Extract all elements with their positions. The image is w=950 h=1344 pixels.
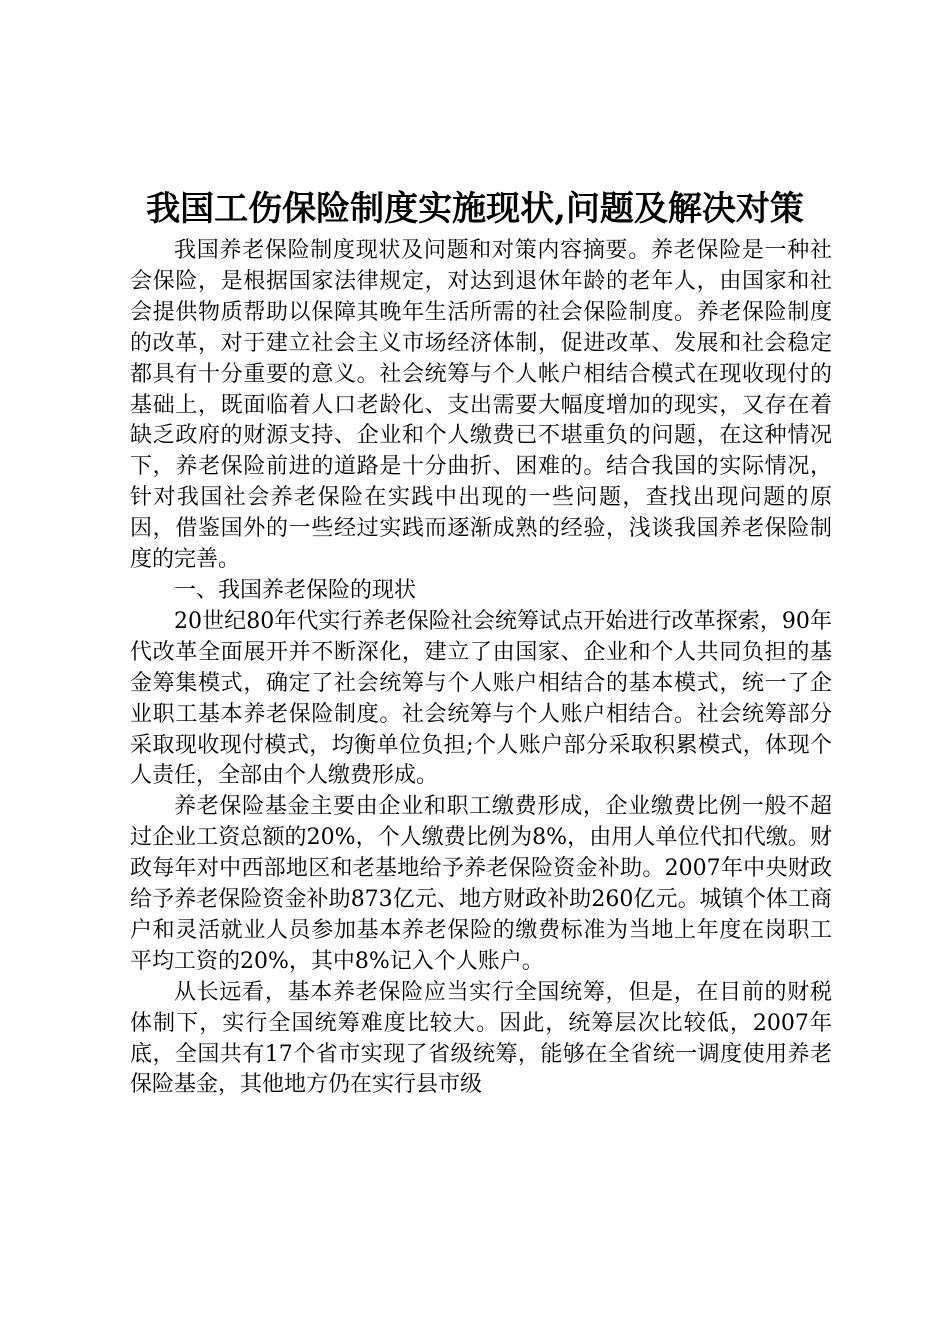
paragraph-coordination-level: 从长远看，基本养老保险应当实行全国统筹，但是，在目前的财税体制下，实行全国统筹难度比较大。因此，统筹层次比较低，2007年底，全国共有17个省市实现了省级统筹，能够在全省统一调度使用养老保险基金，其他地方仍在实行县市级 xyxy=(130,979,832,1098)
paragraph-fund-sources: 养老保险基金主要由企业和职工缴费形成，企业缴费比例一般不超过企业工资总额的20%，个人缴费比例为8%，由用人单位代扣代缴。财政每年对中西部地区和老基地给予养老保险资金补助。2007年中央财政给予养老保险资金补助873亿元、地方财政补助260亿元。城镇个体工商户和灵活就业人员参加基本养老保险的缴费标准为当地上年度在岗职工平均工资的20%，其中8%记入个人账户。 xyxy=(130,794,832,974)
document-title: 我国工伤保险制度实施现状,问题及解决对策 xyxy=(146,189,804,229)
paragraph-abstract: 我国养老保险制度现状及问题和对策内容摘要。养老保险是一种社会保险，是根据国家法律规定，对达到退休年龄的老年人，由国家和社会提供物质帮助以保障其晚年生活所需的社会保险制度。养老保险制度的改革，对于建立社会主义市场经济体制，促进改革、发展和社会稳定都具有十分重要的意义。社会统筹与个人帐户相结合模式在现收现付的基础上，既面临着人口老龄化、支出需要大幅度增加的现实，又存在着缺乏政府的财源支持、企业和个人缴费已不堪重负的问题，在这种情况下，养老保险前进的道路是十分曲折、困难的。结合我国的实际情况，针对我国社会养老保险在实践中出现的一些问题，查找出现问题的原因，借鉴国外的一些经过实践而逐渐成熟的经验，浅谈我国养老保险制度的完善。 xyxy=(130,238,832,573)
document-body xyxy=(130,236,832,1101)
section-heading: 一、我国养老保险的现状 xyxy=(174,577,417,603)
paragraph-reform-history: 20世纪80年代实行养老保险社会统筹试点开始进行改革探索，90年代改革全面展开并不断深化，建立了由国家、企业和个人共同负担的基金筹集模式，确定了社会统筹与个人账户相结合的基本模式，统一了企业职工基本养老保险制度。社会统筹与个人账户相结合。社会统筹部分采取现收现付模式，均衡单位负担;个人账户部分采取积累模式，体现个人责任，全部由个人缴费形成。 xyxy=(130,608,832,789)
